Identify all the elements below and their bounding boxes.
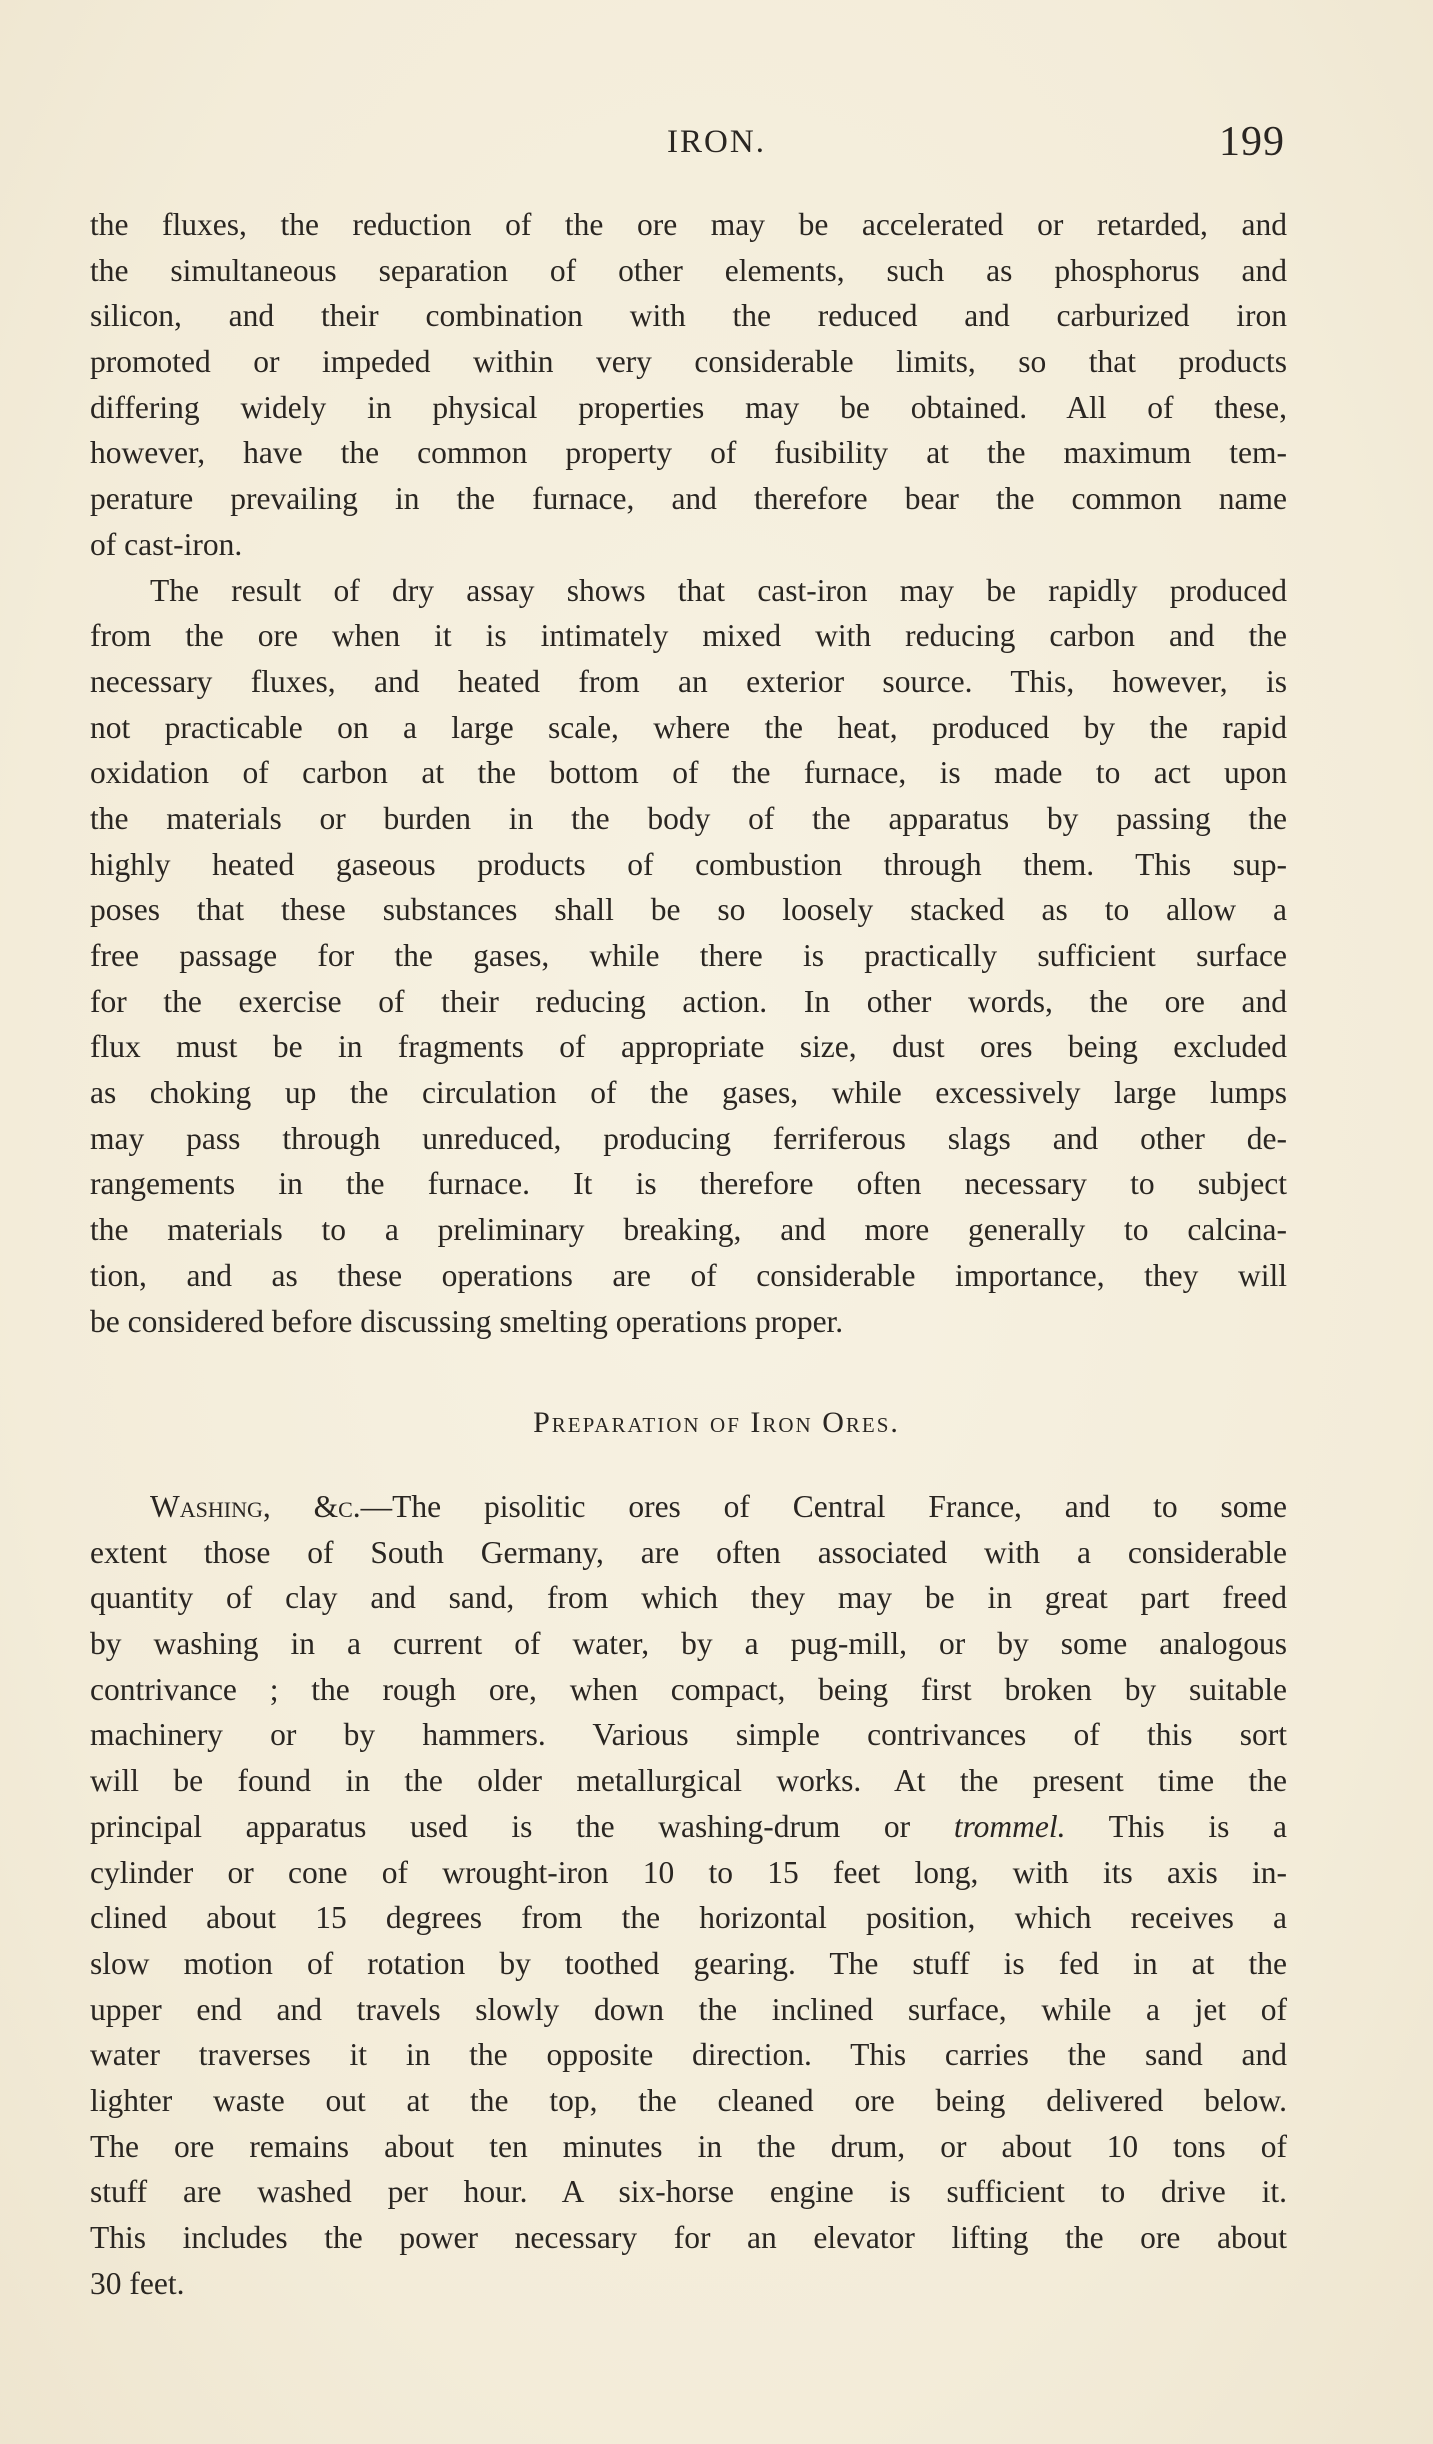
paragraph-3 (90, 1484, 1287, 2306)
text-line: slow motion of rotation by toothed gearing. The stuff is fed in at the (90, 1945, 1287, 1981)
body-text-upper (90, 202, 1287, 1344)
trommel-line-start: principal apparatus used is the washing-drum or (90, 1808, 911, 1844)
text-line: differing widely in physical properties may be obtained. All of these, (90, 389, 1287, 425)
text-line: the materials to a preliminary breaking, and more generally to calcina- (90, 1212, 1287, 1248)
text-line: rangements in the furnace. It is therefore often necessary to subject (90, 1166, 1287, 1202)
text-line: perature prevailing in the furnace, and therefore bear the common name (90, 481, 1287, 517)
text-line: the materials or burden in the body of the apparatus by passing the (90, 800, 1287, 836)
text-line: however, have the common property of fusibility at the maximum tem- (90, 435, 1287, 471)
text-line: contrivance ; the rough ore, when compact, being first broken by suitable (90, 1671, 1287, 1707)
text-line: as choking up the circulation of the gases, while excessively large lumps (90, 1075, 1287, 1111)
text-line: extent those of South Germany, are often associated with a considerable (90, 1534, 1287, 1570)
text-line: tion, and as these operations are of considerable importance, they will (90, 1257, 1287, 1293)
text-line: cylinder or cone of wrought-iron 10 to 15 feet long, with its axis in- (90, 1854, 1287, 1890)
text-line: free passage for the gases, while there is practically sufficient surface (90, 938, 1287, 973)
text-line: The result of dry assay shows that cast-iron may be rapidly produced (150, 572, 1287, 608)
text-line: will be found in the older metallurgical works. At the present time the (90, 1763, 1287, 1799)
text-line (90, 1804, 1287, 1850)
text-line: for the exercise of their reducing action. In other words, the ore and (90, 983, 1287, 1019)
text-line: The ore remains about ten minutes in the drum, or about 10 tons of (90, 2128, 1287, 2164)
text-line: highly heated gaseous products of combustion through them. This sup- (90, 846, 1287, 882)
text-line: silicon, and their combination with the reduced and carburized iron (90, 298, 1287, 334)
page-number: 199 (1219, 119, 1285, 165)
text-line: be considered before discussing smelting operations proper. (90, 1303, 844, 1339)
text-line: machinery or by hammers. Various simple contrivances of this sort (90, 1717, 1287, 1753)
text-line: oxidation of carbon at the bottom of the furnace, is made to act upon (90, 755, 1287, 791)
running-title: IRON. (667, 124, 766, 160)
text-line: clined about 15 degrees from the horizontal position, which receives a (90, 1900, 1287, 1936)
text-line (90, 1484, 1287, 1530)
text-line: lighter waste out at the top, the cleaned ore being delivered below. (90, 2082, 1287, 2118)
text-line: of cast-iron. (90, 526, 243, 562)
text-line: upper end and travels slowly down the inclined surface, while a jet of (90, 1991, 1287, 2027)
text-line: 30 feet. (90, 2265, 185, 2301)
text-line: not practicable on a large scale, where the heat, produced by the rapid (90, 709, 1287, 745)
text-line: necessary fluxes, and heated from an exterior source. This, however, is (90, 663, 1287, 699)
trommel-term: trommel. (953, 1808, 1066, 1844)
text-line: may pass through unreduced, producing ferriferous slags and other de- (90, 1120, 1287, 1156)
text-line: This includes the power necessary for an elevator lifting the ore about (90, 2220, 1287, 2255)
text-line: promoted or impeded within very considerable limits, so that products (90, 344, 1287, 380)
trommel-line-end: This is a (1108, 1808, 1287, 1844)
text-line: flux must be in fragments of appropriate size, dust ores being excluded (90, 1029, 1287, 1065)
run-in-text: —The pisolitic ores of Central France, and to some (360, 1489, 1287, 1524)
text-line: poses that these substances shall be so loosely stacked as to allow a (90, 892, 1287, 928)
text-line: from the ore when it is intimately mixed with reducing carbon and the (90, 618, 1287, 654)
paragraph-1 (90, 202, 1287, 568)
text-line: quantity of clay and sand, from which they may be in great part freed (90, 1580, 1287, 1616)
running-head (0, 118, 1433, 178)
text-line: by washing in a current of water, by a pug-mill, or by some analogous (90, 1626, 1287, 1662)
run-in-heading: Washing, &c. (150, 1489, 361, 1524)
text-line: stuff are washed per hour. A six-horse engine is sufficient to drive it. (90, 2174, 1287, 2210)
section-heading: Preparation of Iron Ores. (533, 1406, 900, 1439)
paragraph-2 (90, 568, 1287, 1345)
text-line: the fluxes, the reduction of the ore may be accelerated or retarded, and (90, 207, 1287, 242)
text-line: water traverses it in the opposite direction. This carries the sand and (90, 2037, 1287, 2073)
text-line: the simultaneous separation of other elements, such as phosphorus and (90, 252, 1287, 288)
body-text-lower (90, 1484, 1287, 2306)
